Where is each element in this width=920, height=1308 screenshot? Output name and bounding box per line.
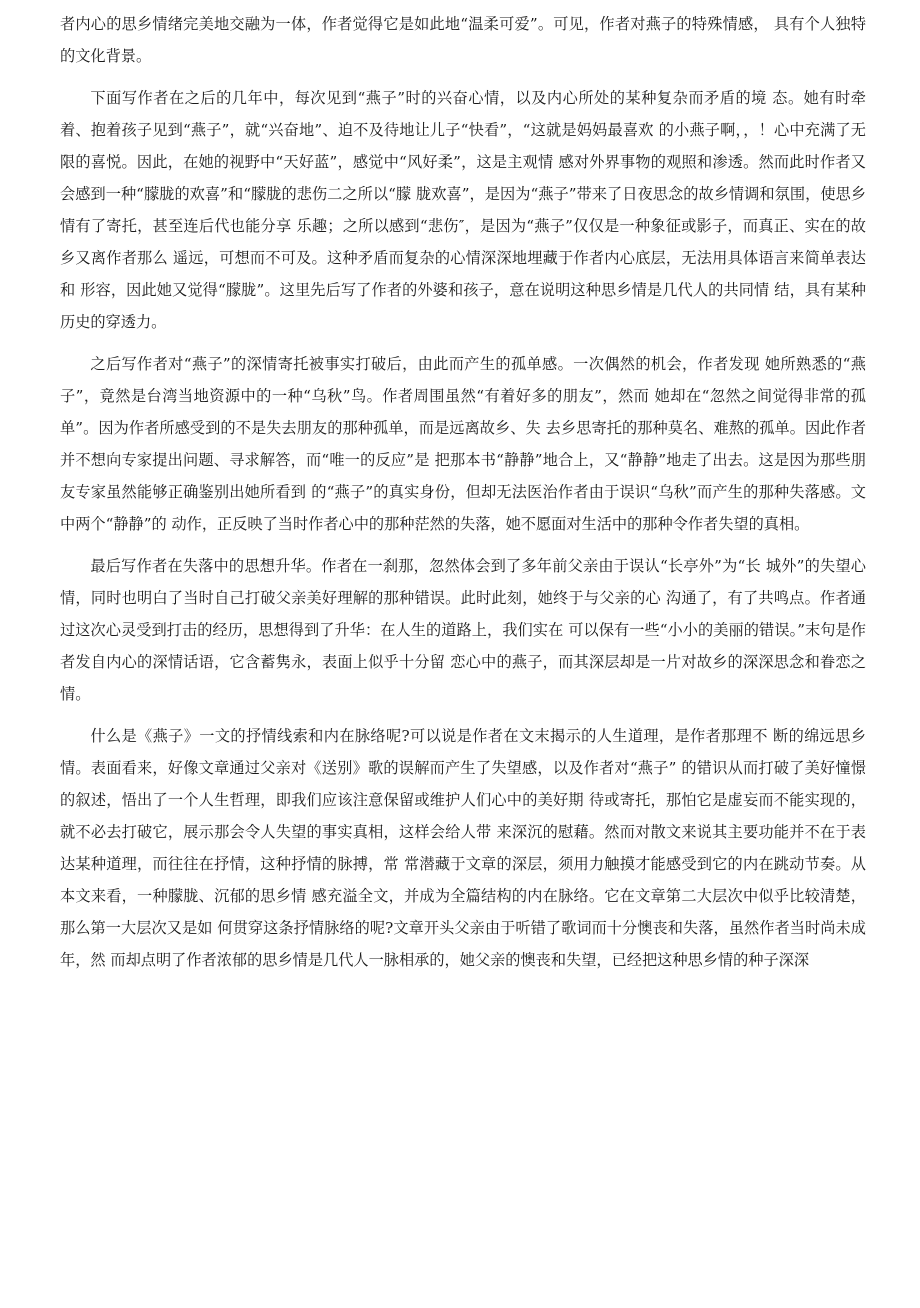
paragraph-loneliness: 之后写作者对“燕子”的深情寄托被事实打破后，由此而产生的孤单感。一次偶然的机会，作者发现 她所熟悉的“燕子”，竟然是台湾当地资源中的一种“乌秋”鸟。作者周围虽然“有着好多的朋友”，然而 她却在“忽然之间觉得非常的孤单”。因为作者所感受到的不是失去朋友的那种孤单，而是远离故乡、失 去乡思寄托的那种莫名、难熬的孤单。因此作者并不想向专家提出问题、寻求解答，而“唯一的反应”是 把那本书“静静”地合上，又“静静”地走了出去。这是因为那些朋友专家虽然能够正确鉴别出她所看到 的“燕子”的真实身份，但却无法医治作者由于误识“乌秋”而产生的那种失落感。文中两个“静静”的 动作，正反映了当时作者心中的那种茫然的失落，她不愿面对生活中的那种令作者失望的真相。 — [60, 355, 866, 533]
paragraph-excited-mood: 下面写作者在之后的几年中，每次见到“燕子”时的兴奋心情，以及内心所处的某种复杂而矛盾的境 态。她有时牵着、抱着孩子见到“燕子”，就“兴奋地”、迫不及待地让儿子“快看”，“这就是妈妈最喜欢 的小燕子啊，，！心中充满了无限的喜悦。因此，在她的视野中“天好蓝”，感觉中“风好柔”，这是主观情 感对外界事物的观照和渗透。然而此时作者又会感到一种“朦胧的欢喜”和“朦胧的悲伤二之所以“朦 胧欢喜”，是因为“燕子”带来了日夜思念的故乡情调和氛围，使思乡情有了寄托，甚至连后代也能分享 乐趣；之所以感到“悲伤″，是因为“燕子”仅仅是一种象征或影子，而真正、实在的故乡又离作者那么 遥远，可想而不可及。这种矛盾而复杂的心情深深地埋藏于作者内心底层，无法用具体语言来简单表达和 形容，因此她又觉得“朦胧”。这里先后写了作者的外婆和孩子，意在说明这种思乡情是几代人的共同情 结，具有某种历史的穿透力。 — [60, 89, 866, 331]
paragraph-continuation: 者内心的思乡情绪完美地交融为一体，作者觉得它是如此地“温柔可爱”。可见，作者对燕子的特殊情感， 具有个人独特的文化背景。 — [60, 15, 866, 65]
paragraph-sublimation: 最后写作者在失落中的思想升华。作者在一刹那，忽然体会到了多年前父亲由于误认“长亭外”为“长 城外”的失望心情，同时也明白了当时自己打破父亲美好理解的那种错误。此时此刻，她终于与父亲的心 沟通了，有了共鸣点。作者通过这次心灵受到打击的经历，思想得到了升华：在人生的道路上，我们实在 可以保有一些“小小的美丽的错误。”末句是作者发自内心的深情话语，它含蓄隽永，表面上似乎十分留 恋心中的燕子，而其深层却是一片对故乡的深深思念和眷恋之情。 — [60, 557, 866, 703]
paragraph-lyrical-thread: 什么是《燕子》一文的抒情线索和内在脉络呢?可以说是作者在文末揭示的人生道理，是作者那理不 断的绵远思乡情。表面看来，好像文章通过父亲对《送别》歌的误解而产生了失望感，以及作者对“燕子” 的错识从而打破了美好憧憬的叙述，悟出了一个人生哲理，即我们应该注意保留或维护人们心中的美好期 待或寄托，那怕它是虚妄而不能实现的，就不必去打破它，展示那会令人失望的事实真相，这样会给人带 来深沉的慰藉。然而对散文来说其主要功能并不在于表达某种道理，而往往在抒情，这种抒情的脉搏，常 常潜藏于文章的深层，须用力触摸才能感受到它的内在跳动节奏。从本文来看，一种朦胧、沉郁的思乡情 感充溢全文，并成为全篇结构的内在脉络。它在文章第二大层次中似乎比较清楚，那么第一大层次又是如 何贯穿这条抒情脉络的呢?文章开头父亲由于听错了歌词而十分懊丧和失落，虽然作者当时尚未成年，然 而却点明了作者浓郁的思乡情是几代人一脉相承的，她父亲的懊丧和失望，已经把这种思乡情的种子深深 — [60, 727, 866, 969]
document-page — [60, 8, 866, 976]
